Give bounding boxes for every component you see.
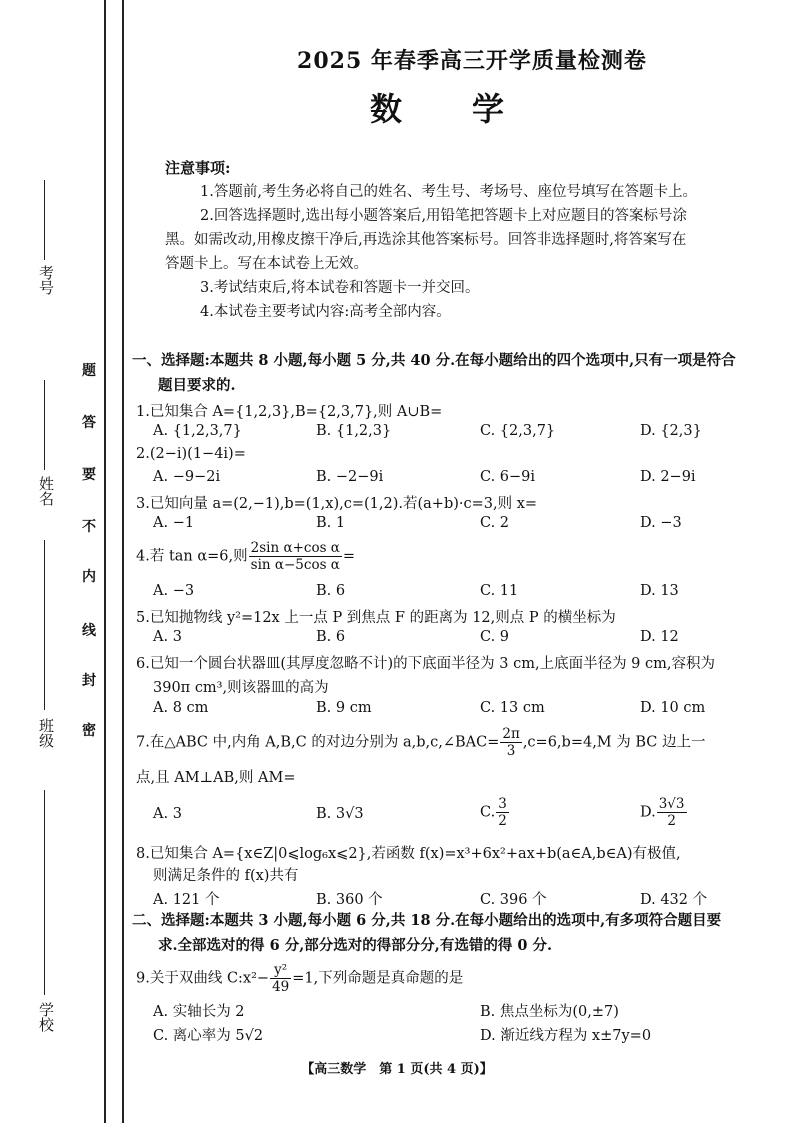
q7-angle-fraction: [500, 726, 521, 759]
section1-heading-cont: 题目要求的.: [158, 377, 236, 394]
binding-line-outer: [104, 0, 106, 1123]
q6-option-b: B. 9 cm: [316, 700, 372, 716]
q1-option-c: C. {2,3,7}: [480, 423, 556, 439]
notice-item: 4.本试卷主要考试内容:高考全部内容。: [200, 304, 451, 320]
q7-option-d-fraction: [657, 796, 687, 829]
q5-option-d: D. 12: [640, 629, 679, 645]
q1-option-d: D. {2,3}: [640, 423, 702, 439]
q7-option-c-fraction: [496, 796, 509, 829]
notice-title: 注意事项:: [165, 159, 231, 177]
q9-option-b: B. 焦点坐标为(0,±7): [480, 1004, 619, 1020]
seal-char: 封: [82, 673, 96, 689]
page-footer: 【高三数学 第 1 页(共 4 页)】: [301, 1062, 493, 1077]
q2-option-d: D. 2−9i: [640, 469, 696, 485]
q5-option-a: A. 3: [153, 629, 182, 645]
section2-heading: 二、选择题:本题共 3 小题,每小题 6 分,共 18 分.在每小题给出的选项中,有多项符合题目要: [132, 912, 722, 929]
binding-line-inner: [122, 0, 124, 1123]
q7-option-a: A. 3: [153, 806, 182, 822]
q9-suffix: =1,下列命题是真命题的是: [292, 970, 464, 987]
seal-char: 密: [82, 723, 96, 739]
q7-option-b: B. 3√3: [316, 806, 364, 822]
seal-char: 答: [82, 415, 96, 431]
q7-suffix: ,c=6,b=4,M 为 BC 边上一: [522, 734, 706, 751]
q4-option-c: C. 11: [480, 583, 519, 599]
seal-char: 内: [82, 569, 96, 585]
question-5-stem: 5.已知抛物线 y²=12x 上一点 P 到焦点 F 的距离为 12,则点 P 的横坐标为: [136, 610, 616, 626]
q1-option-b: B. {1,2,3}: [316, 423, 392, 439]
question-6-stem-cont: 390π cm³,则该器皿的高为: [153, 680, 329, 696]
q9-option-c: C. 离心率为 5√2: [153, 1028, 264, 1044]
seal-char: 题: [82, 363, 96, 379]
notice-item: 2.回答选择题时,选出每小题答案后,用铅笔把答题卡上对应题目的答案标号涂: [200, 208, 688, 224]
subject-title: 数学: [369, 90, 574, 128]
seal-char: 不: [82, 519, 96, 535]
question-7-stem: [136, 726, 786, 759]
q2-option-c: C. 6−9i: [480, 469, 536, 485]
q9-prefix: 9.关于双曲线 C:x²−: [136, 970, 270, 987]
q7-prefix: 7.在△ABC 中,内角 A,B,C 的对边分别为 a,b,c,∠BAC=: [136, 734, 500, 751]
q7-option-c-label: C.: [480, 804, 496, 821]
seal-char: 线: [82, 623, 96, 639]
q7-angle-numerator: 2π: [502, 726, 520, 742]
q3-option-c: C. 2: [480, 515, 510, 531]
question-6-stem: 6.已知一个圆台状器皿(其厚度忽略不计)的下底面半径为 3 cm,上底面半径为 9 cm,容积为: [136, 656, 715, 672]
q8-option-a: A. 121 个: [153, 892, 220, 908]
seal-char: 要: [82, 467, 96, 483]
xuexiao-label: 学校: [37, 1002, 55, 1032]
q5-option-c: C. 9: [480, 629, 510, 645]
q4-option-b: B. 6: [316, 583, 346, 599]
q8-option-c: C. 396 个: [480, 892, 547, 908]
q2-option-b: B. −2−9i: [316, 469, 384, 485]
q9-option-d: D. 渐近线方程为 x±7y=0: [480, 1028, 652, 1044]
q7-option-d: [640, 796, 688, 829]
q4-fraction: [249, 540, 342, 573]
question-4-stem: [136, 540, 355, 573]
q4-prefix: 4.若 tan α=6,则: [136, 548, 248, 565]
q7-option-c: [480, 796, 510, 829]
question-7-stem-cont: 点,且 AM⊥AB,则 AM=: [136, 770, 296, 786]
kaohao-label: 考号: [37, 265, 55, 295]
q3-option-a: A. −1: [153, 515, 195, 531]
question-8-stem: 8.已知集合 A={x∈Z|0⩽log₆x⩽2},若函数 f(x)=x³+6x²+ax+b(a∈A,b∈A)有极值,: [136, 846, 681, 862]
q7-c-denominator: 2: [498, 813, 507, 829]
notice-item: 3.考试结束后,将本试卷和答题卡一并交回。: [200, 280, 480, 296]
q9-fraction: [270, 962, 291, 995]
notice-item: 答题卡上。写在本试卷上无效。: [165, 256, 368, 272]
banji-line: [44, 540, 45, 710]
kaohao-line: [44, 180, 45, 260]
q4-option-d: D. 13: [640, 583, 679, 599]
q4-suffix: =: [342, 548, 356, 565]
q7-c-numerator: 3: [498, 796, 507, 812]
question-2-stem: 2.(2−i)(1−4i)=: [136, 446, 246, 462]
section1-heading: 一、选择题:本题共 8 小题,每小题 5 分,共 40 分.在每小题给出的四个选项中,只有一项是符合: [132, 352, 736, 369]
q3-option-d: D. −3: [640, 515, 682, 531]
q9-numerator: y²: [270, 962, 291, 979]
xingming-label: 姓名: [37, 476, 55, 506]
q3-option-b: B. 1: [316, 515, 346, 531]
q4-denominator: sin α−5cos α: [250, 557, 340, 573]
exam-title: 2025 年春季高三开学质量检测卷: [297, 48, 647, 74]
q6-option-a: A. 8 cm: [153, 700, 209, 716]
q6-option-d: D. 10 cm: [640, 700, 706, 716]
question-8-stem-cont: 则满足条件的 f(x)共有: [153, 868, 299, 884]
q4-option-a: A. −3: [153, 583, 195, 599]
q7-option-d-label: D.: [640, 804, 656, 821]
question-3-stem: 3.已知向量 a=(2,−1),b=(1,x),c=(1,2).若(a+b)·c=3,则 x=: [136, 496, 538, 512]
q6-option-c: C. 13 cm: [480, 700, 545, 716]
q9-denominator: 49: [272, 979, 290, 995]
q8-option-d: D. 432 个: [640, 892, 708, 908]
q7-d-denominator: 2: [667, 813, 676, 829]
question-9-stem: [136, 962, 463, 995]
q7-angle-denominator: 3: [506, 743, 516, 759]
q4-numerator: 2sin α+cos α: [250, 540, 340, 556]
banji-label: 班级: [37, 718, 55, 748]
q8-option-b: B. 360 个: [316, 892, 383, 908]
notice-item: 黑。如需改动,用橡皮擦干净后,再选涂其他答案标号。回答非选择题时,将答案写在: [165, 232, 687, 248]
question-1-stem: 1.已知集合 A={1,2,3},B={2,3,7},则 A∪B=: [136, 404, 443, 420]
q9-option-a: A. 实轴长为 2: [153, 1004, 245, 1020]
q5-option-b: B. 6: [316, 629, 346, 645]
notice-item: 1.答题前,考生务必将自己的姓名、考生号、考场号、座位号填写在答题卡上。: [200, 184, 697, 200]
xingming-line: [44, 380, 45, 470]
q2-option-a: A. −9−2i: [153, 469, 221, 485]
q1-option-a: A. {1,2,3,7}: [153, 423, 242, 439]
q7-d-numerator: 3√3: [658, 796, 685, 812]
section2-heading-cont: 求.全部选对的得 6 分,部分选对的得部分分,有选错的得 0 分.: [158, 937, 553, 954]
xuexiao-line: [44, 790, 45, 995]
